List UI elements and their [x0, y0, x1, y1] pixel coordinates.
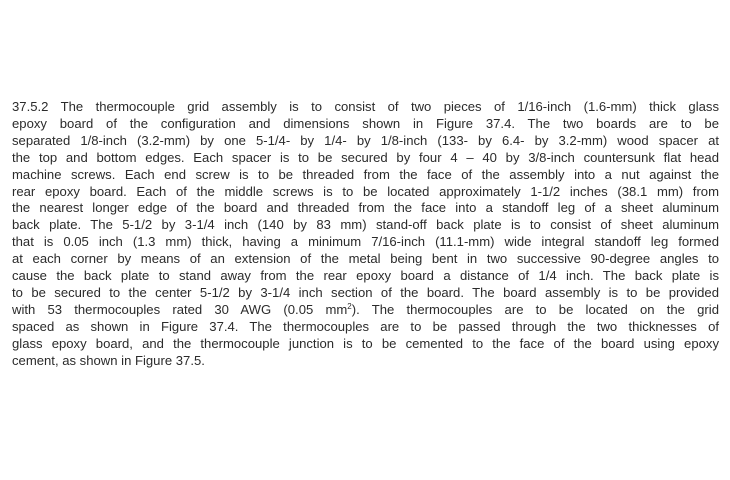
text-line-10: at each corner by means of an extension of the metal being bent in two successive 90-degree angles to — [12, 251, 719, 267]
text-line-11: cause the back plate to stand away from the rear epoxy board a distance of 1/4 inch. The back plate is — [12, 268, 719, 284]
superscript-2: 2 — [347, 301, 352, 311]
text-line-15: glass epoxy board, and the thermocouple junction is to be cemented to the face of the board using epoxy — [12, 335, 719, 351]
text-line-12: to be secured to the center 5-1/2 by 3-1/4 inch section of the board. The board assembly is to be provided — [12, 284, 719, 300]
text-line-13: with 53 thermocouples rated 30 AWG (0.05 $mm^2$). The thermocouples are to be located on the grid — [12, 301, 719, 317]
text-line-14: spaced as shown in Figure 37.4. The thermocouples are to be passed through the two thicknesses of — [12, 318, 719, 334]
text-line-5: machine screws. Each end screw is to be threaded from the face of the assembly into a nut against the — [12, 166, 719, 182]
text-line-7: the nearest longer edge of the board and threaded from the face into a standoff leg of a sheet aluminum — [12, 200, 719, 216]
text-line-9: that is 0.05 inch (1.3 mm) thick, having a minimum 7/16-inch (11.1-mm) wide integral standoff leg formed — [12, 234, 719, 250]
text-line-1: 37.5.2 The thermocouple grid assembly is to consist of two pieces of 1/16-inch (1.6-mm) thick glass — [12, 99, 719, 114]
text-line-16: cement, as shown in Figure 37.5. — [12, 352, 205, 368]
section-number: 37.5.2 — [12, 99, 49, 114]
section-37-5-2-paragraph — [12, 99, 719, 370]
text-line-2: epoxy board of the configuration and dimensions shown in Figure 37.4. The two boards are to be — [12, 115, 719, 131]
text-line-3: separated 1/8-inch (3.2-mm) by one 5-1/4- by 1/4- by 1/8-inch (133- by 6.4- by 3.2-mm) wood spacer at — [12, 132, 719, 148]
text-line-8: back plate. The 5-1/2 by 3-1/4 inch (140 by 83 mm) stand-off back plate is to consist of sheet aluminum — [12, 217, 719, 233]
text-line-6: rear epoxy board. Each of the middle screws is to be located approximately 1-1/2 inches (38.1 mm) from — [12, 183, 719, 199]
text-line-4: the top and bottom edges. Each spacer is to be secured by four 4 – 40 by 3/8-inch countersunk flat head — [12, 149, 719, 165]
